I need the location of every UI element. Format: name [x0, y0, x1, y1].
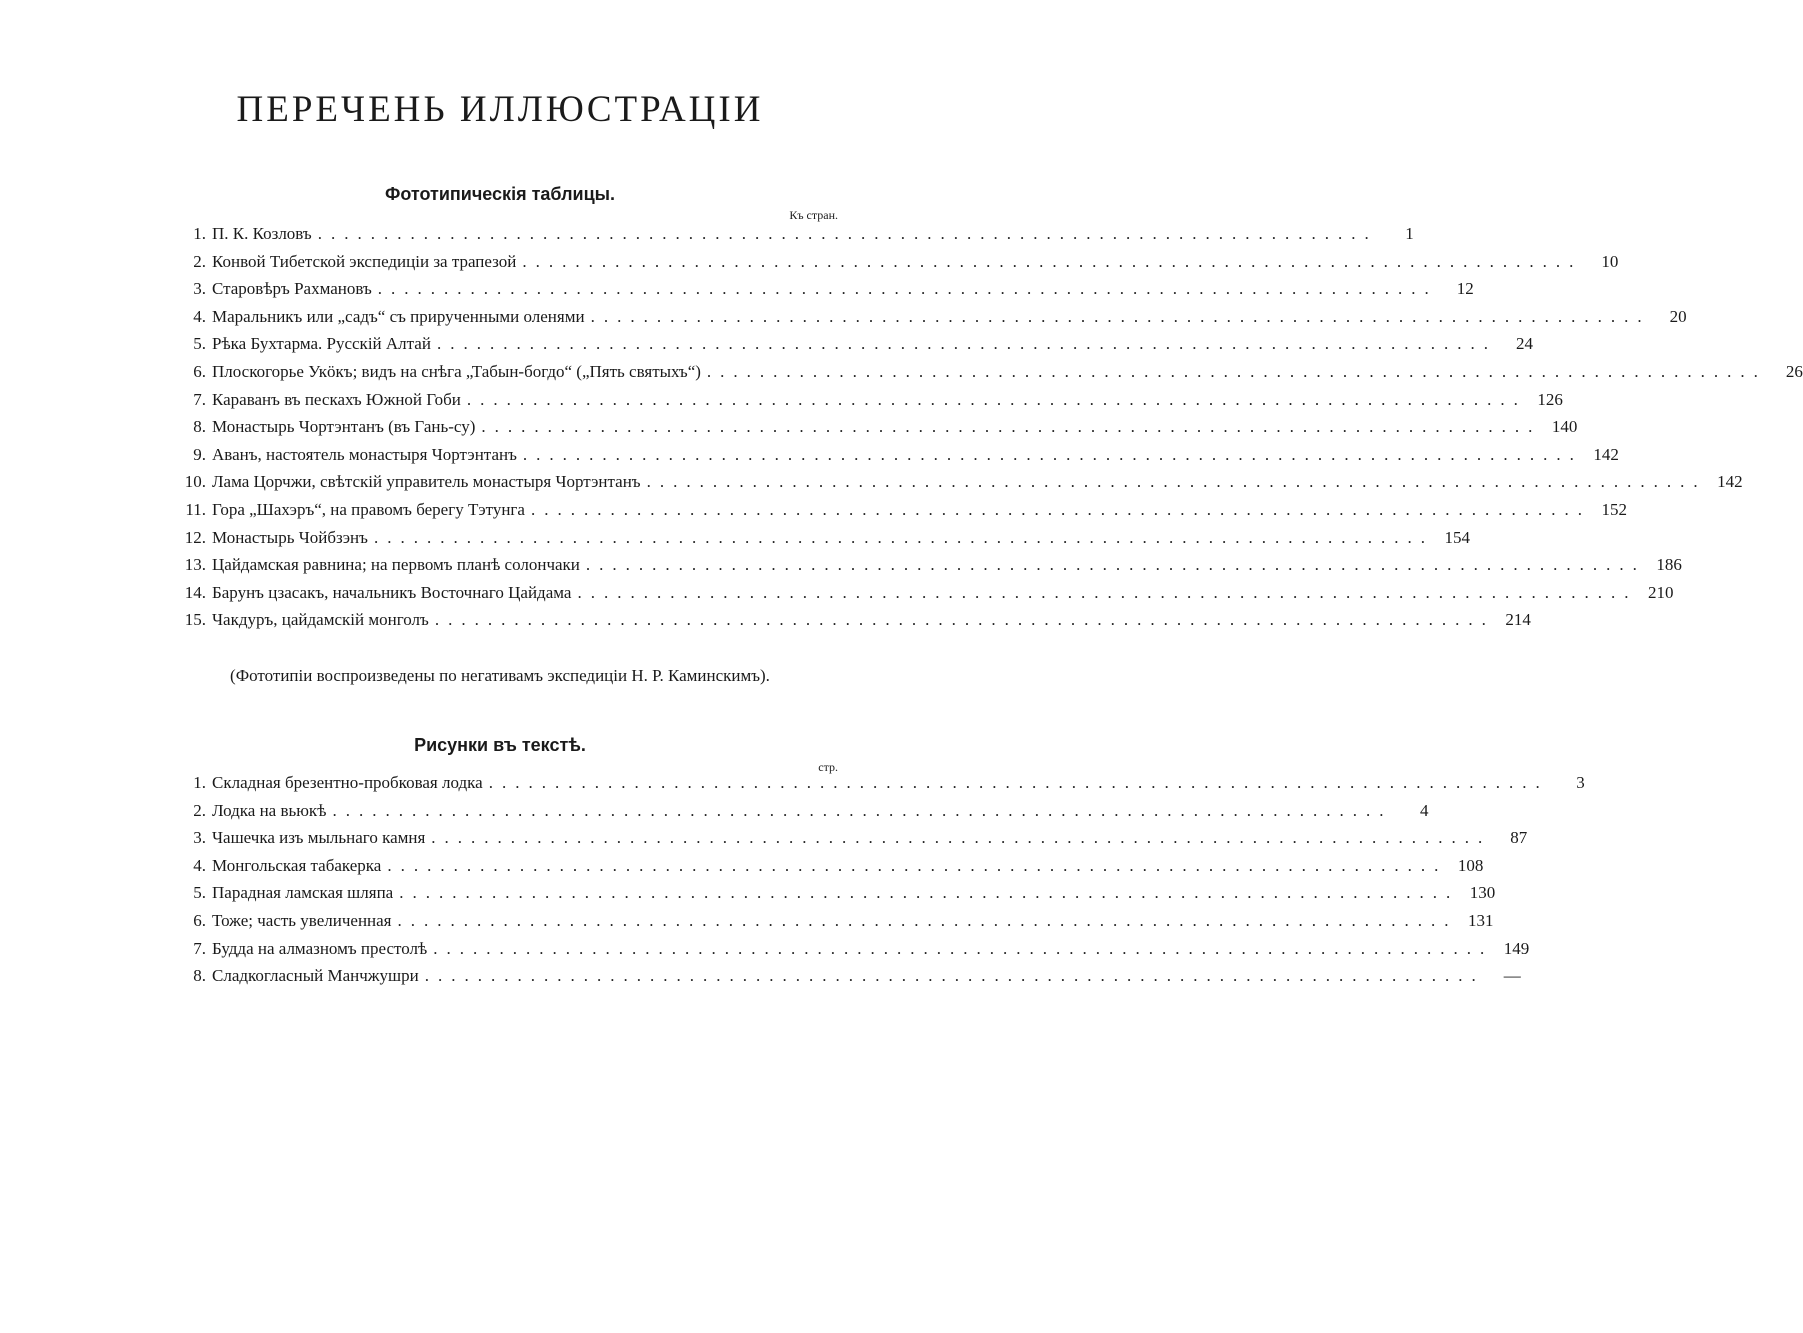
toc-entry	[170, 610, 1531, 637]
entry-number: 13.	[184, 555, 206, 575]
phototypes-heading: Фототипическія таблицы.	[384, 184, 616, 204]
entry-title: Маральникъ или „садъ“ съ прирученными оленями	[212, 306, 585, 326]
entry-number: 5.	[193, 334, 206, 354]
entry-title: Будда на алмазномъ престолѣ	[212, 938, 428, 958]
dot-leader: ................................................................................	[424, 966, 1485, 986]
entry-page-number: 126	[1537, 389, 1563, 409]
dot-leader: ................................................................................	[373, 527, 1434, 547]
toc-entry	[170, 362, 1803, 389]
toc-entry	[170, 582, 1674, 610]
dot-leader: ................................................................................	[706, 362, 1767, 381]
toc-entry	[170, 417, 1578, 444]
toc-entry	[170, 828, 1528, 855]
entry-title: Сладкогласный Манчжушри	[212, 966, 419, 986]
entry-number: 3.	[193, 279, 206, 299]
entry-number: 9.	[193, 444, 206, 464]
dot-leader: ................................................................................	[397, 911, 1458, 930]
drawings-list	[170, 773, 1585, 1003]
entry-title: Караванъ въ пескахъ Южной Гоби	[212, 389, 461, 409]
entry-title: П. К. Козловъ	[212, 224, 312, 243]
entry-number: 8.	[193, 966, 206, 986]
dot-leader: ................................................................................	[377, 279, 1438, 299]
entry-title: Парадная ламская шляпа	[212, 883, 394, 903]
entry-title: Гора „Шахэръ“, на правомъ берегу Тэтунга	[212, 500, 525, 519]
dot-leader: ................................................................................	[436, 334, 1497, 354]
entry-number: 6.	[193, 911, 206, 930]
phototypes-page-column-label: Къ стран.	[789, 208, 838, 222]
entry-number: 7.	[193, 389, 206, 409]
entry-number: 12.	[184, 527, 206, 547]
entry-title: Складная брезентно-пробковая лодка	[212, 773, 483, 792]
entry-number: 1.	[193, 224, 206, 243]
toc-entry	[170, 224, 1414, 251]
entry-number: 14.	[184, 582, 206, 602]
entry-title: Чакдуръ, цайдамскій монголъ	[212, 610, 429, 630]
entry-title: Монастырь Чойбзэнъ	[212, 527, 368, 547]
dot-leader: ................................................................................	[585, 555, 1646, 575]
dot-leader: ................................................................................	[466, 389, 1527, 409]
dot-leader: ................................................................................	[530, 500, 1591, 519]
toc-entry	[170, 251, 1619, 279]
toc-entry	[170, 800, 1429, 828]
entry-title: Цайдамская равнина; на первомъ планѣ солончаки	[212, 555, 580, 575]
entry-page-number: 1	[1405, 224, 1414, 243]
entry-number: 6.	[193, 362, 206, 381]
entry-page-number: 142	[1717, 472, 1743, 492]
entry-title: Монгольская табакерка	[212, 855, 382, 875]
dot-leader: ................................................................................	[488, 773, 1549, 792]
dot-leader: ................................................................................	[577, 582, 1638, 602]
entry-page-number: 87	[1510, 828, 1528, 848]
drawings-page-column-label: стр.	[818, 760, 838, 774]
entry-number: 7.	[193, 938, 206, 958]
dot-leader: ................................................................................	[317, 224, 1378, 243]
phototypes-note: (Фототипіи воспроизведены по негативамъ экспедиціи Н. Р. Каминскимъ).	[230, 666, 770, 685]
toc-entry	[170, 855, 1484, 883]
entry-page-number: 108	[1457, 855, 1484, 875]
entry-number: 3.	[193, 828, 206, 848]
entry-page-number: —	[1503, 966, 1521, 986]
toc-entry	[170, 966, 1521, 993]
toc-entry	[170, 527, 1470, 555]
entry-number: 1.	[193, 773, 206, 792]
entry-title: Тоже; часть увеличенная	[212, 911, 392, 930]
entry-title: Лодка на вьюкѣ	[212, 800, 327, 820]
toc-entry	[170, 472, 1743, 499]
entry-page-number: 12	[1456, 279, 1474, 299]
drawings-heading: Рисунки въ текстѣ.	[414, 735, 586, 755]
entry-title: Монастырь Чортэнтанъ (въ Гань-су)	[212, 417, 476, 437]
entry-number: 15.	[184, 610, 206, 630]
entry-page-number: 140	[1551, 417, 1578, 437]
entry-page-number: 130	[1469, 883, 1496, 903]
entry-number: 4.	[193, 306, 206, 326]
dot-leader: ................................................................................	[399, 883, 1460, 903]
dot-leader: ................................................................................	[522, 444, 1583, 464]
entry-number: 2.	[193, 800, 206, 820]
entry-title: Плоскогорье Укӧкъ; видъ на снѣга „Табын-богдо“ („Пять святыхъ“)	[212, 362, 701, 381]
toc-entry	[170, 500, 1627, 527]
entry-page-number: 131	[1468, 911, 1494, 930]
entry-number: 10.	[184, 472, 206, 492]
entry-number: 8.	[193, 417, 206, 437]
entry-title: Старовѣръ Рахмановъ	[212, 279, 372, 299]
entry-number: 11.	[185, 500, 206, 519]
dot-leader: ................................................................................	[387, 855, 1448, 875]
dot-leader: ................................................................................	[434, 610, 1495, 630]
page-title: ПЕРЕЧЕНЬ ИЛЛЮСТРАЦIИ	[236, 89, 764, 130]
entry-page-number: 26	[1785, 362, 1803, 381]
dot-leader: ................................................................................	[481, 417, 1542, 437]
toc-entry	[170, 279, 1474, 306]
toc-entry	[170, 334, 1533, 361]
entry-page-number: 186	[1656, 555, 1682, 575]
entry-page-number: 154	[1444, 527, 1470, 547]
entry-title: Рѣка Бухтарма. Русскій Алтай	[212, 334, 431, 354]
toc-entry	[170, 883, 1496, 910]
entry-page-number: 20	[1669, 306, 1687, 326]
toc-entry	[170, 555, 1682, 582]
dot-leader: ................................................................................	[522, 251, 1583, 271]
entry-page-number: 4	[1419, 800, 1429, 820]
entry-page-number: 3	[1576, 773, 1585, 792]
entry-title: Чашечка изъ мыльнаго камня	[212, 828, 426, 848]
entry-number: 5.	[193, 883, 206, 903]
toc-entry	[170, 444, 1619, 472]
entry-page-number: 24	[1515, 334, 1533, 354]
entry-title: Конвой Тибетской экспедиціи за трапезой	[212, 251, 517, 271]
toc-entry	[170, 306, 1687, 334]
dot-leader: ................................................................................	[590, 306, 1651, 326]
entry-title: Барунъ цзасакъ, начальникъ Восточнаго Цайдама	[212, 582, 572, 602]
toc-entry	[170, 773, 1585, 800]
entry-title: Аванъ, настоятель монастыря Чортэнтанъ	[212, 444, 517, 464]
entry-page-number: 214	[1505, 610, 1531, 630]
dot-leader: ................................................................................	[431, 828, 1492, 848]
entry-title: Лама Цорчжи, свѣтскій управитель монастыря Чортэнтанъ	[212, 472, 641, 492]
dot-leader: ................................................................................	[332, 800, 1393, 820]
entry-number: 2.	[193, 251, 206, 271]
entry-page-number: 210	[1647, 582, 1674, 602]
entry-number: 4.	[193, 855, 206, 875]
toc-entry	[170, 911, 1494, 938]
entry-page-number: 149	[1503, 938, 1530, 958]
entry-page-number: 142	[1593, 444, 1619, 464]
entry-page-number: 152	[1601, 500, 1627, 519]
toc-entry	[170, 389, 1563, 417]
entry-page-number: 10	[1601, 251, 1619, 271]
toc-entry	[170, 938, 1530, 966]
dot-leader: ................................................................................	[646, 472, 1707, 492]
dot-leader: ................................................................................	[433, 938, 1494, 958]
phototypes-list	[170, 224, 1803, 644]
